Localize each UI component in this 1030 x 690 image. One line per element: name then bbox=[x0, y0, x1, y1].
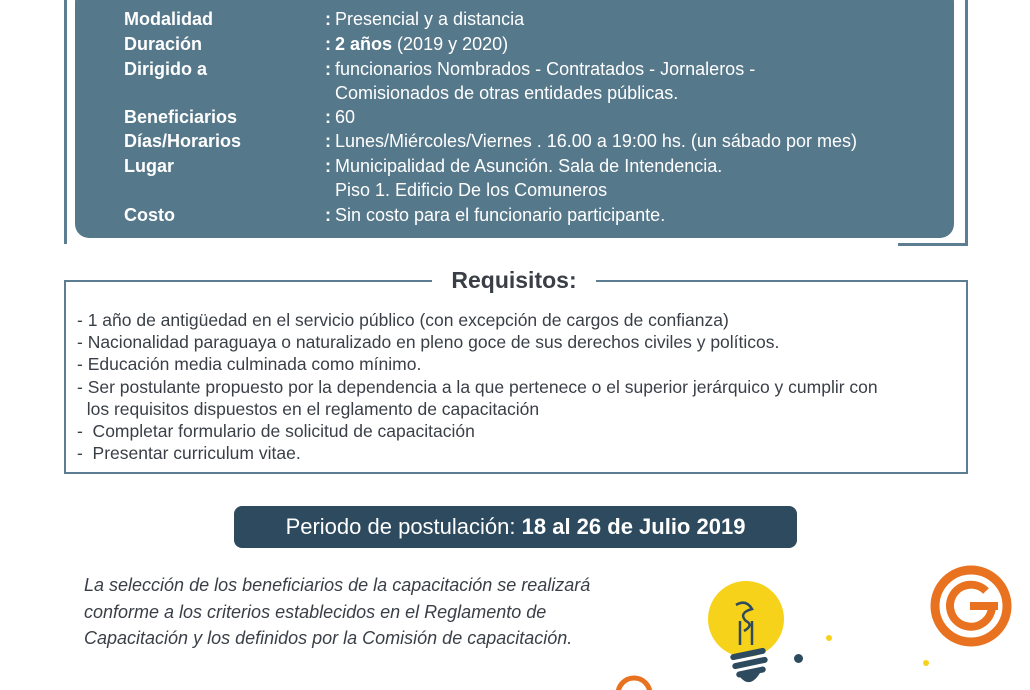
requisitos-list bbox=[77, 309, 878, 464]
info-value-bold: 2 años bbox=[335, 34, 393, 54]
info-value: Lunes/Miércoles/Viernes . 16.00 a 19:00 hs. (un sábado por mes) bbox=[335, 131, 857, 151]
list-item: - Presentar curriculum vitae. bbox=[77, 443, 301, 464]
info-value-wrap bbox=[325, 57, 755, 81]
info-value: 60 bbox=[335, 107, 356, 127]
requisitos-title: Requisitos: bbox=[451, 267, 577, 293]
application-period-banner bbox=[234, 506, 797, 548]
list-item: - Completar formulario de solicitud de capacitación bbox=[77, 421, 475, 442]
info-label: Duración bbox=[124, 34, 203, 54]
program-info-panel bbox=[75, 0, 954, 238]
requisitos-heading bbox=[432, 264, 596, 296]
info-value: funcionarios Nombrados - Contratados - Jornaleros - bbox=[335, 59, 756, 79]
colon: : bbox=[325, 131, 331, 151]
frame-line-right bbox=[965, 0, 968, 246]
info-value-wrap bbox=[325, 203, 665, 227]
info-label: Modalidad bbox=[124, 9, 213, 29]
frame-line-left bbox=[64, 0, 67, 244]
info-label: Beneficiarios bbox=[124, 107, 238, 127]
info-value-wrap bbox=[325, 7, 524, 31]
decorative-dot bbox=[923, 660, 929, 666]
list-item: - Educación media culminada como mínimo. bbox=[77, 354, 422, 375]
selection-note: La selección de los beneficiarios de la capacitación se realizará conforme a los criterios establecidos en el Reglamento de Capacitación y los definidos por la Comisión de capacitación. bbox=[84, 575, 591, 648]
info-label: Dirigido a bbox=[124, 59, 208, 79]
colon: : bbox=[325, 107, 331, 127]
frame-line-bottom bbox=[898, 243, 968, 246]
list-item: - Ser postulante propuesto por la dependencia a la que pertenece o el superior jerárquico y cumplir con bbox=[77, 376, 878, 397]
period-label: Periodo de postulación: bbox=[285, 514, 516, 539]
decorative-dot bbox=[826, 635, 832, 641]
colon: : bbox=[325, 9, 331, 29]
info-value: Sin costo para el funcionario participante. bbox=[335, 205, 666, 225]
info-label: Días/Horarios bbox=[124, 131, 242, 151]
list-item: los requisitos dispuestos en el reglamento de capacitación bbox=[77, 398, 540, 419]
magnifier-icon bbox=[612, 672, 656, 690]
info-value: (2019 y 2020) bbox=[397, 34, 509, 54]
colon: : bbox=[325, 59, 331, 79]
orange-circle-logo-icon bbox=[930, 565, 1012, 647]
decorative-dot bbox=[794, 654, 803, 663]
info-value-continuation: Piso 1. Edificio De los Comuneros bbox=[335, 180, 608, 200]
info-value-continuation: Comisionados de otras entidades públicas. bbox=[335, 83, 679, 103]
info-value: Municipalidad de Asunción. Sala de Intendencia. bbox=[335, 156, 723, 176]
info-value-wrap bbox=[325, 129, 857, 153]
info-value: Presencial y a distancia bbox=[335, 9, 525, 29]
lightbulb-icon bbox=[700, 575, 810, 690]
info-value-wrap bbox=[325, 154, 722, 178]
colon: : bbox=[325, 205, 331, 225]
period-dates: 18 al 26 de Julio 2019 bbox=[521, 514, 746, 539]
colon: : bbox=[325, 34, 331, 54]
info-label: Costo bbox=[124, 205, 175, 225]
info-value-wrap bbox=[325, 105, 355, 129]
colon: : bbox=[325, 156, 331, 176]
list-item: - 1 año de antigüedad en el servicio público (con excepción de cargos de confianza) bbox=[77, 310, 729, 330]
info-value-wrap bbox=[325, 32, 508, 56]
info-label: Lugar bbox=[124, 156, 175, 176]
list-item: - Nacionalidad paraguaya o naturalizado en pleno goce de sus derechos civiles y políticos. bbox=[77, 332, 780, 353]
